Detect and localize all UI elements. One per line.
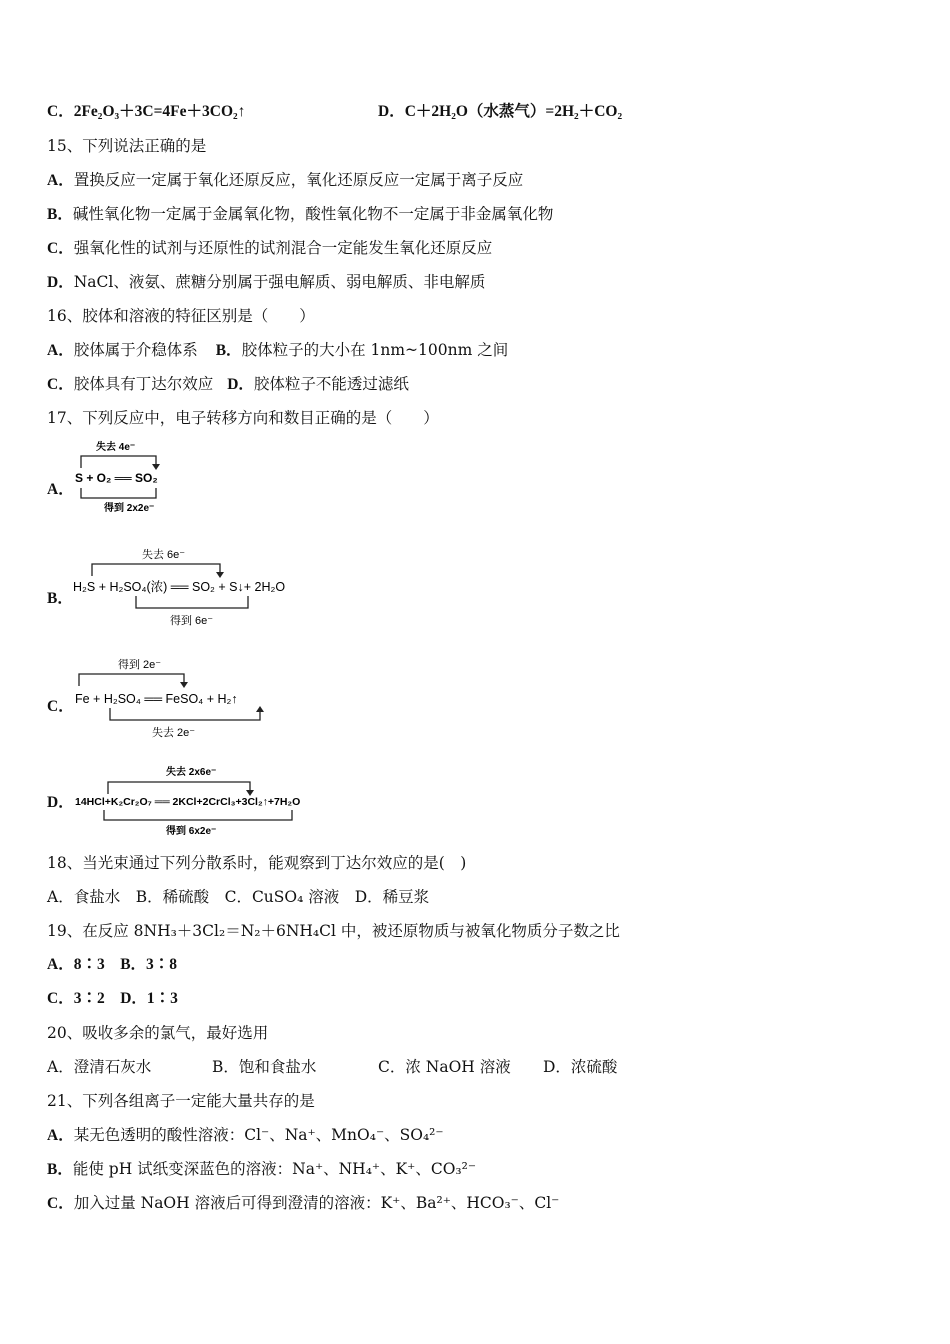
option-text: 2Fe₂O₃＋3C=4Fe＋3CO₂↑ (73, 103, 246, 120)
option-label: C． (47, 103, 74, 120)
q17-option-d-diagram (74, 762, 364, 838)
diagram-top-label: 失去 6e⁻ (142, 549, 186, 561)
arrowhead-icon (216, 572, 224, 578)
electron-transfer-diagram-b (72, 544, 322, 630)
q21-option-b (47, 1159, 476, 1180)
q14-option-d (378, 102, 622, 122)
transfer-bracket-bottom (81, 488, 156, 498)
q17-option-a-diagram (74, 438, 194, 516)
q16-options-line2 (47, 374, 409, 395)
option-label: B． (47, 206, 73, 223)
q17-option-b-diagram (72, 544, 322, 630)
q14-option-c (47, 102, 245, 122)
option-label: A． (47, 172, 74, 189)
q16-options-line1 (47, 340, 508, 361)
option-label: C． (47, 240, 74, 257)
q21-option-c (47, 1193, 559, 1214)
option-text: 置换反应一定属于氧化还原反应，氧化还原反应一定属于离子反应 (73, 171, 524, 189)
q19-options-line1: A．8∶3 B．3∶8 (47, 956, 178, 973)
q19-options-line2: C．3∶2 D．1∶3 (47, 990, 178, 1007)
diagram-equation: 14HCl+K₂Cr₂O₇ ══ 2KCl+2CrCl₃+3Cl₂↑+7H₂O (75, 796, 301, 808)
q17-option-c-label: C． (47, 698, 74, 715)
transfer-bracket-top (92, 564, 220, 576)
option-text: 胶体具有丁达尔效应 (73, 375, 214, 393)
electron-transfer-diagram-c (74, 654, 284, 742)
q20-stem: 20、吸收多余的氯气，最好选用 (47, 1024, 269, 1042)
transfer-bracket-top (79, 674, 184, 686)
option-label: A． (47, 1127, 74, 1144)
diagram-equation: S + O₂ ══ SO₂ (75, 471, 158, 485)
option-text: 加入过量 NaOH 溶液后可得到澄清的溶液：K⁺、Ba²⁺、HCO₃⁻、Cl⁻ (73, 1194, 560, 1212)
q17-option-d-label: D． (47, 794, 74, 811)
q15-option-a (47, 170, 523, 191)
q17-option-a-label: A． (47, 481, 74, 498)
option-text: NaCl、液氨、蔗糖分别属于强电解质、弱电解质、非电解质 (73, 273, 486, 291)
q17-option-c-diagram (74, 654, 284, 742)
q18-stem: 18、当光束通过下列分散系时，能观察到丁达尔效应的是( ) (47, 854, 467, 872)
diagram-equation: H₂S + H₂SO₄(浓) ══ SO₂ + S↓+ 2H₂O (73, 580, 286, 594)
q21-stem: 21、下列各组离子一定能大量共存的是 (47, 1092, 315, 1110)
diagram-top-label: 失去 4e⁻ (96, 442, 136, 453)
q19-stem: 19、在反应 8NH₃＋3Cl₂＝N₂＋6NH₄Cl 中，被还原物质与被氧化物质分子数之比 (47, 922, 620, 940)
arrowhead-icon (152, 464, 160, 470)
q17-option-b-label: B． (47, 590, 73, 607)
option-label: C． (47, 376, 74, 393)
option-label: D． (227, 376, 254, 393)
q20-option-c: C．浓 NaOH 溶液 (378, 1058, 511, 1076)
diagram-bottom-label: 得到 6e⁻ (170, 615, 214, 627)
q15-stem: 15、下列说法正确的是 (47, 137, 207, 155)
option-label: D． (378, 103, 405, 120)
q20-option-b: B．饱和食盐水 (212, 1058, 317, 1076)
transfer-bracket-bottom (104, 810, 292, 820)
option-text: 碱性氧化物一定属于金属氧化物，酸性氧化物不一定属于非金属氧化物 (72, 205, 554, 223)
q15-option-c (47, 238, 492, 259)
arrowhead-icon (180, 682, 188, 688)
transfer-bracket-top (108, 782, 250, 794)
option-label: B． (215, 342, 242, 359)
option-text: 胶体粒子的大小在 1nm~100nm 之间 (241, 341, 509, 359)
option-label: C． (47, 1195, 74, 1212)
electron-transfer-diagram-a (74, 438, 194, 516)
q18-options: A．食盐水 B．稀硫酸 C．CuSO₄ 溶液 D．稀豆浆 (47, 888, 430, 906)
option-text: 某无色透明的酸性溶液：Cl⁻、Na⁺、MnO₄⁻、SO₄²⁻ (73, 1126, 444, 1144)
option-text: 胶体属于介稳体系 (73, 341, 198, 359)
q17-stem: 17、下列反应中，电子转移方向和数目正确的是（ ） (47, 409, 439, 427)
option-label: D． (47, 274, 74, 291)
option-text: 强氧化性的试剂与还原性的试剂混合一定能发生氧化还原反应 (73, 239, 493, 257)
transfer-bracket-bottom (136, 596, 248, 608)
option-text: C＋2H₂O（水蒸气）=2H₂＋CO₂ (404, 103, 623, 120)
diagram-equation: Fe + H₂SO₄ ══ FeSO₄ + H₂↑ (75, 692, 238, 706)
q20-option-a: A．澄清石灰水 (47, 1058, 152, 1076)
transfer-bracket-top (81, 456, 156, 468)
q20-option-d: D．浓硫酸 (543, 1058, 618, 1076)
electron-transfer-diagram-d (74, 762, 364, 838)
q15-option-d (47, 272, 485, 293)
option-text: 能使 pH 试纸变深蓝色的溶液：Na⁺、NH₄⁺、K⁺、CO₃²⁻ (72, 1160, 477, 1178)
q15-option-b (47, 204, 553, 225)
transfer-bracket-bottom (110, 708, 260, 720)
q21-option-a (47, 1125, 444, 1146)
diagram-bottom-label: 得到 2x2e⁻ (104, 503, 155, 514)
option-label: B． (47, 1161, 73, 1178)
q16-stem: 16、胶体和溶液的特征区别是（ ） (47, 307, 315, 325)
option-label: A． (47, 342, 74, 359)
arrowhead-icon (256, 706, 264, 712)
diagram-bottom-label: 得到 6x2e⁻ (166, 826, 217, 837)
diagram-top-label: 得到 2e⁻ (118, 659, 162, 671)
diagram-top-label: 失去 2x6e⁻ (166, 767, 217, 778)
diagram-bottom-label: 失去 2e⁻ (152, 727, 196, 739)
option-text: 胶体粒子不能透过滤纸 (253, 375, 409, 393)
